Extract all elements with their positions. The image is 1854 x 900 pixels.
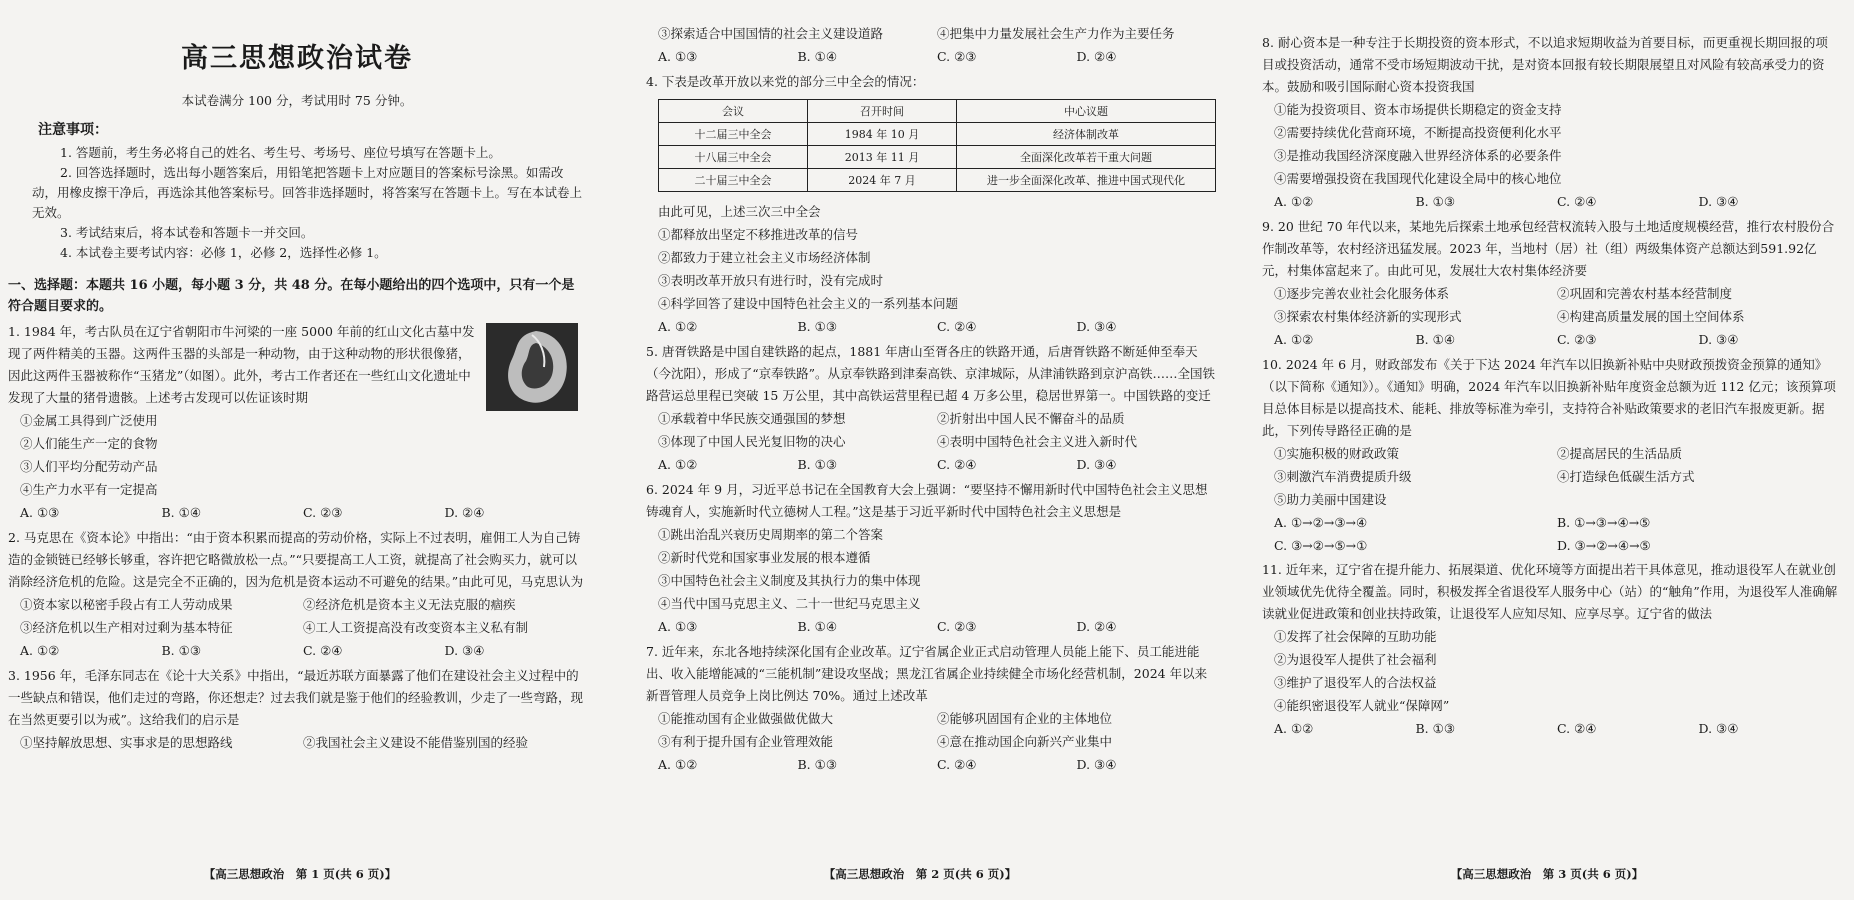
answer-d[interactable]: D. ③④ <box>1698 721 1739 736</box>
option-row <box>658 430 1216 453</box>
option-line: ②巩固和完善农村基本经营制度 <box>1557 286 1733 301</box>
option-line: ②人们能生产一定的食物 <box>20 436 158 451</box>
answer-choices <box>658 753 1216 777</box>
answer-b[interactable]: B. ①③ <box>1415 194 1456 209</box>
question-stem <box>8 321 586 409</box>
answer-choices <box>1274 190 1840 214</box>
note-item: 3. 考试结束后，将本试卷和答题卡一并交回。 <box>60 225 314 240</box>
answer-a[interactable]: A. ①② <box>1274 332 1314 347</box>
section-heading: 一、选择题：本题共 16 小题，每小题 3 分，共 48 分。在每小题给出的四个选项中，只有一个是符合题目要求的。 <box>8 278 575 314</box>
table-cell: 进一步全面深化改革、推进中国式现代化 <box>957 169 1216 192</box>
exam-page-2 <box>610 0 1230 900</box>
question-stem: 5. 唐胥铁路是中国自建铁路的起点，1881 年唐山至胥各庄的铁路开通，后唐胥铁路不断延伸至奉天（今沈阳），形成了“京奉铁路”。从京奉铁路到津秦高铁、京津城际，从津浦铁路到京沪高铁……全国铁路营运总里程已突破 15 万公里，其中高铁运营里程已超 4 万多公里，稳居世界第一。中国铁路的变迁 <box>646 344 1216 403</box>
answer-a[interactable]: A. ①② <box>658 457 698 472</box>
option-line: ③刺激汽车消费提质升级 <box>1274 469 1412 484</box>
answer-row <box>1274 534 1840 557</box>
option-line: ①承载着中华民族交通强国的梦想 <box>658 411 846 426</box>
option-line: ③体现了中国人民光复旧物的决心 <box>658 434 846 449</box>
option-line: ④能织密退役军人就业“保障网” <box>1274 698 1450 713</box>
page-footer: 【高三思想政治 第 3 页(共 6 页)】 <box>1450 867 1644 881</box>
answer-a[interactable]: A. ①② <box>1274 721 1314 736</box>
table-header: 召开时间 <box>808 100 957 123</box>
answer-a[interactable]: A. ①③ <box>658 49 698 64</box>
question-5 <box>646 341 1216 477</box>
option-row <box>1274 442 1840 465</box>
option-line: ④意在推动国企向新兴产业集中 <box>937 734 1113 749</box>
answer-c[interactable]: C. ③→②→⑤→① <box>1274 538 1368 553</box>
option-line: ①能推动国有企业做强做优做大 <box>658 711 834 726</box>
answer-c[interactable]: C. ②④ <box>1557 194 1597 209</box>
option-line: ③维护了退役军人的合法权益 <box>1274 675 1437 690</box>
table-cell: 1984 年 10 月 <box>808 123 957 146</box>
table-header: 会议 <box>659 100 808 123</box>
answer-b[interactable]: B. ①③ <box>1415 721 1456 736</box>
answer-b[interactable]: B. ①③ <box>797 757 838 772</box>
plenum-table <box>658 99 1216 192</box>
option-line: ①资本家以秘密手段占有工人劳动成果 <box>20 597 233 612</box>
answer-b[interactable]: B. ①→③→④→⑤ <box>1557 515 1651 530</box>
question-6 <box>646 479 1216 639</box>
table-cell: 全面深化改革若干重大问题 <box>957 146 1216 169</box>
option-row <box>658 22 1216 45</box>
answer-c[interactable]: C. ②④ <box>303 643 343 658</box>
table-row <box>659 146 1216 169</box>
option-line: ③探索适合中国国情的社会主义建设道路 <box>658 26 884 41</box>
option-line: ②我国社会主义建设不能借鉴别国的经验 <box>303 735 529 750</box>
answer-d[interactable]: D. ②④ <box>1076 619 1117 634</box>
answer-b[interactable]: B. ①④ <box>161 505 202 520</box>
question-3 <box>8 665 586 754</box>
question-2 <box>8 527 586 663</box>
note-item: 4. 本试卷主要考试内容：必修 1，必修 2，选择性必修 1。 <box>60 245 387 260</box>
table-header-row <box>659 100 1216 123</box>
option-line: ②需要持续优化营商环境，不断提高投资便利化水平 <box>1274 125 1562 140</box>
option-line: ④科学回答了建设中国特色社会主义的一系列基本问题 <box>658 296 959 311</box>
option-line: ③中国特色社会主义制度及其执行力的集中体现 <box>658 573 921 588</box>
answer-b[interactable]: B. ①③ <box>161 643 202 658</box>
answer-d[interactable]: D. ③④ <box>1076 757 1117 772</box>
option-line: ②都致力于建立社会主义市场经济体制 <box>658 250 871 265</box>
answer-d[interactable]: D. ③④ <box>1076 457 1117 472</box>
answer-choices <box>20 639 586 663</box>
option-line: ④需要增强投资在我国现代化建设全局中的核心地位 <box>1274 171 1562 186</box>
option-row <box>20 731 586 754</box>
option-line: ④表明中国特色社会主义进入新时代 <box>937 434 1138 449</box>
option-row <box>658 707 1216 730</box>
table-cell: 十八届三中全会 <box>659 146 808 169</box>
exam-title: 高三思想政治试卷 <box>181 43 413 74</box>
question-lead: 由此可见，上述三次三中全会 <box>658 204 821 219</box>
question-stem: 6. 2024 年 9 月，习近平总书记在全国教育大会上强调：“要坚持不懈用新时代中国特色社会主义思想铸魂育人，实施新时代立德树人工程。”这是基于习近平新时代中国特色社会主义思想是 <box>646 482 1208 519</box>
option-line: ①坚持解放思想、实事求是的思想路线 <box>20 735 233 750</box>
option-line: ④工人工资提高没有改变资本主义私有制 <box>303 620 529 635</box>
option-line: ②新时代党和国家事业发展的根本遵循 <box>658 550 871 565</box>
option-line: ②为退役军人提供了社会福利 <box>1274 652 1437 667</box>
answer-d[interactable]: D. ③④ <box>1076 319 1117 334</box>
answer-b[interactable]: B. ①④ <box>797 49 838 64</box>
answer-b[interactable]: B. ①④ <box>1415 332 1456 347</box>
option-line: ①实施积极的财政政策 <box>1274 446 1400 461</box>
option-line: ②能够巩固国有企业的主体地位 <box>937 711 1113 726</box>
table-row <box>659 123 1216 146</box>
table-cell: 十二届三中全会 <box>659 123 808 146</box>
question-7 <box>646 641 1216 777</box>
option-line: ②提高居民的生活品质 <box>1557 446 1683 461</box>
question-4 <box>646 71 1216 339</box>
question-stem: 2. 马克思在《资本论》中指出：“由于资本积累而提高的劳动价格，实际上不过表明，雇佣工人为自己铸造的金锁链已经够长够重，容许把它略微放松一点。”“只要提高工人工资，就提高了社会购买力，就可以消除经济危机的危险。这是完全不正确的，因为危机是资本运动不可避免的结果。”由此可见，马克思认为 <box>8 530 584 589</box>
option-row <box>20 593 586 616</box>
option-row <box>1274 465 1840 488</box>
option-line: ④当代中国马克思主义、二十一世纪马克思主义 <box>658 596 921 611</box>
option-row <box>1274 305 1840 328</box>
page-footer: 【高三思想政治 第 2 页(共 6 页)】 <box>823 867 1017 881</box>
notes-heading: 注意事项： <box>38 122 108 138</box>
option-line: ①都释放出坚定不移推进改革的信号 <box>658 227 859 242</box>
option-line: ③人们平均分配劳动产品 <box>20 459 158 474</box>
answer-choices <box>658 315 1216 339</box>
answer-d[interactable]: D. ②④ <box>444 505 485 520</box>
question-9 <box>1262 216 1840 352</box>
question-stem: 9. 20 世纪 70 年代以来，某地先后探索土地承包经营权流转入股与土地适度规模经营，推行农村股份合作制改革等，农村经济迅猛发展。2023 年，当地村（居）社（组）两级集体资产总额达到591.92亿元，村集体富起来了。由此可见，发展壮大农村集体经济要 <box>1262 219 1835 278</box>
table-header: 中心议题 <box>957 100 1216 123</box>
question-stem: 7. 近年来，东北各地持续深化国有企业改革。辽宁省属企业正式启动管理人员能上能下、员工能进能出、收入能增能减的“三能机制”建设攻坚战；黑龙江省属企业持续健全市场化经营机制，2024 年以来新晋管理人员竞争上岗比例达 70%。通过上述改革 <box>646 644 1208 703</box>
option-line: ④构建高质量发展的国土空间体系 <box>1557 309 1745 324</box>
answer-choices <box>20 501 586 525</box>
answer-choices <box>658 615 1216 639</box>
answer-c[interactable]: C. ②④ <box>1557 721 1597 736</box>
question-stem: 3. 1956 年，毛泽东同志在《论十大关系》中指出，“最近苏联方面暴露了他们在建设社会主义过程中的一些缺点和错误，他们走过的弯路，你还想走？过去我们就是鉴于他们的经验教训，少走了一些弯路，现在当然更要引以为戒”。这给我们的启示是 <box>8 668 584 727</box>
option-row <box>1274 282 1840 305</box>
answer-row <box>1274 511 1840 534</box>
answer-c[interactable]: C. ②③ <box>303 505 343 520</box>
option-line: ①金属工具得到广泛使用 <box>20 413 158 428</box>
option-line: ②折射出中国人民不懈奋斗的品质 <box>937 411 1125 426</box>
answer-d[interactable]: D. ③④ <box>1698 332 1739 347</box>
option-row <box>658 730 1216 753</box>
answer-a[interactable]: A. ①③ <box>20 505 60 520</box>
option-line: ①能为投资项目、资本市场提供长期稳定的资金支持 <box>1274 102 1562 117</box>
answer-d[interactable]: D. ②④ <box>1076 49 1117 64</box>
answer-c[interactable]: C. ②③ <box>1557 332 1597 347</box>
answer-c[interactable]: C. ②④ <box>937 757 977 772</box>
option-line: ⑤助力美丽中国建设 <box>1274 492 1387 507</box>
table-cell: 经济体制改革 <box>957 123 1216 146</box>
option-line: ④打造绿色低碳生活方式 <box>1557 469 1695 484</box>
question-11 <box>1262 559 1840 741</box>
option-line: ②经济危机是资本主义无法克服的痼疾 <box>303 597 516 612</box>
option-line: ③是推动我国经济深度融入世界经济体系的必要条件 <box>1274 148 1562 163</box>
answer-a[interactable]: A. ①③ <box>658 619 698 634</box>
answer-d[interactable]: D. ③→②→④→⑤ <box>1557 538 1651 553</box>
answer-choices <box>658 453 1216 477</box>
note-item: 2. 回答选择题时，选出每小题答案后，用铅笔把答题卡上对应题目的答案标号涂黑。如需改动，用橡皮擦干净后，再选涂其他答案标号。回答非选择题时，将答案写在答题卡上。写在本试卷上无效。 <box>32 165 583 220</box>
answer-choices <box>1274 328 1840 352</box>
question-stem: 4. 下表是改革开放以来党的部分三中全会的情况： <box>646 74 925 89</box>
answer-c[interactable]: C. ②③ <box>937 49 977 64</box>
exam-page-3 <box>1240 0 1854 900</box>
answer-d[interactable]: D. ③④ <box>1698 194 1739 209</box>
answer-choices <box>1274 717 1840 741</box>
option-line: ①逐步完善农业社会化服务体系 <box>1274 286 1450 301</box>
note-item: 1. 答题前，考生务必将自己的姓名、考生号、考场号、座位号填写在答题卡上。 <box>60 145 501 160</box>
option-line: ①跳出治乱兴衰历史周期率的第二个答案 <box>658 527 884 542</box>
option-line: ③有利于提升国有企业管理效能 <box>658 734 834 749</box>
answer-a[interactable]: A. ①→②→③→④ <box>1274 515 1368 530</box>
answer-a[interactable]: A. ①② <box>658 319 698 334</box>
answer-d[interactable]: D. ③④ <box>444 643 485 658</box>
answer-a[interactable]: A. ①② <box>1274 194 1314 209</box>
question-8 <box>1262 32 1840 214</box>
answer-c[interactable]: C. ②④ <box>937 457 977 472</box>
question-1 <box>8 321 586 525</box>
answer-a[interactable]: A. ①② <box>658 757 698 772</box>
answer-c[interactable]: C. ②④ <box>937 319 977 334</box>
option-line: ④生产力水平有一定提高 <box>20 482 158 497</box>
answer-choices <box>658 45 1216 69</box>
question-stem: 10. 2024 年 6 月，财政部发布《关于下达 2024 年汽车以旧换新补贴中央财政预拨资金预算的通知》（以下简称《通知》）。《通知》明确，2024 年汽车以旧换新补贴年度资金总额为近 112 亿元；该预算项目总体目标是以提高技术、能耗、排放等标准为牵引，支持符合补贴政策要求的老旧汽车报废更新。据此，下列传导路径正确的是 <box>1262 357 1836 438</box>
option-line: ④把集中力量发展社会生产力作为主要任务 <box>937 26 1175 41</box>
question-10 <box>1262 354 1840 557</box>
option-line: ③探索农村集体经济新的实现形式 <box>1274 309 1462 324</box>
answer-b[interactable]: B. ①④ <box>797 619 838 634</box>
option-line: ③表明改革开放只有进行时，没有完成时 <box>658 273 884 288</box>
table-cell: 二十届三中全会 <box>659 169 808 192</box>
table-cell: 2013 年 11 月 <box>808 146 957 169</box>
answer-a[interactable]: A. ①② <box>20 643 60 658</box>
jade-pig-dragon-icon <box>486 323 578 411</box>
option-row <box>20 616 586 639</box>
table-row <box>659 169 1216 192</box>
table-cell: 2024 年 7 月 <box>808 169 957 192</box>
exam-page-1 <box>0 0 600 900</box>
question-1-text: 1. 1984 年，考古队员在辽宁省朝阳市牛河梁的一座 5000 年前的红山文化古墓中发现了两件精美的玉器。这两件玉器的头部是一种动物，由于这种动物的形状很像猪，因此这两件玉器被称作“玉猪龙”（如图）。此外，考古工作者还在一些红山文化遗址中发现了大量的猪骨遗骸。上述考古发现可以佐证该时期 <box>8 324 475 405</box>
option-line: ③经济危机以生产相对过剩为基本特征 <box>20 620 233 635</box>
exam-subtitle: 本试卷满分 100 分，考试用时 75 分钟。 <box>181 93 413 108</box>
answer-c[interactable]: C. ②③ <box>937 619 977 634</box>
question-stem: 8. 耐心资本是一种专注于长期投资的资本形式，不以追求短期收益为首要目标，而更重视长期回报的项目或投资活动，通常不受市场短期波动干扰，是对资本回报有较长期限展望且对风险有较高承受力的资本。鼓励和吸引国际耐心资本投资我国 <box>1262 35 1828 94</box>
page-footer: 【高三思想政治 第 1 页(共 6 页)】 <box>203 867 397 881</box>
answer-b[interactable]: B. ①③ <box>797 319 838 334</box>
option-row <box>658 407 1216 430</box>
option-line: ①发挥了社会保障的互助功能 <box>1274 629 1437 644</box>
question-stem: 11. 近年来，辽宁省在提升能力、拓展渠道、优化环境等方面提出若干具体意见，推动退役军人在就业创业领域优先优待全覆盖。同时，积极发挥全省退役军人服务中心（站）的“触角”作用，为退役军人准确解读就业促进政策和创业扶持政策，让退役军人应知尽知、应享尽享。辽宁省的做法 <box>1262 562 1838 621</box>
answer-b[interactable]: B. ①③ <box>797 457 838 472</box>
jade-pig-dragon-figure <box>486 323 578 411</box>
